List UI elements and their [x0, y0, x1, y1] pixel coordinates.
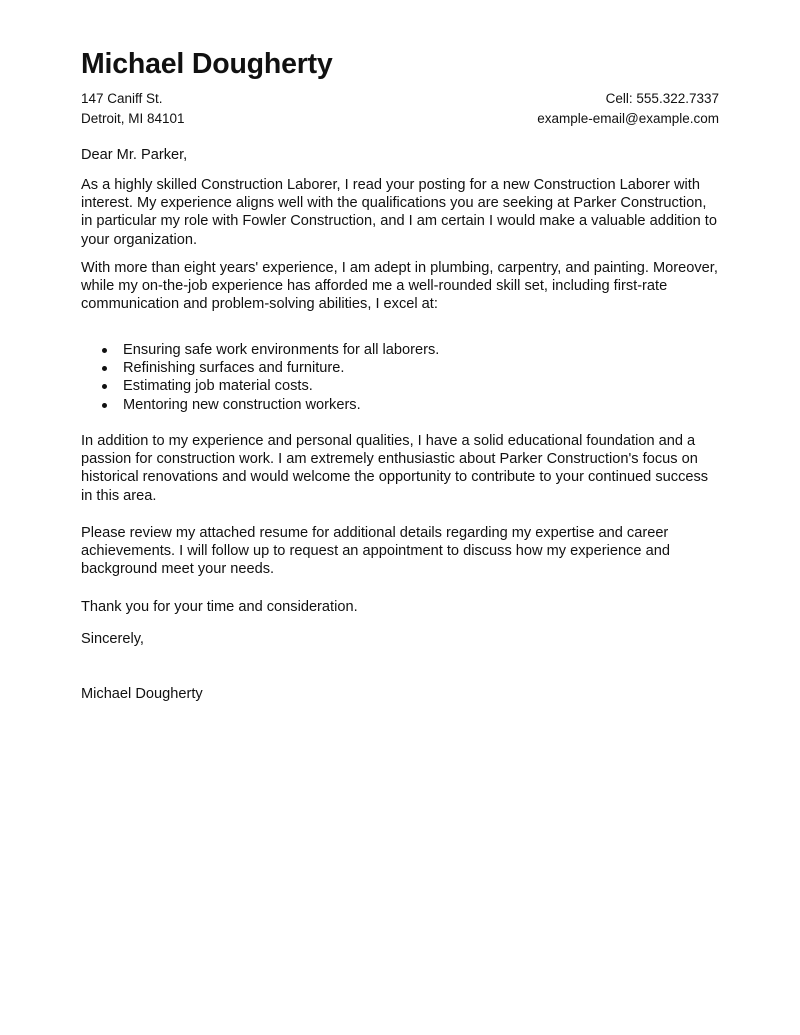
list-item [81, 359, 439, 377]
address-line-2: Detroit, MI 84101 [81, 111, 185, 126]
bullet-icon [102, 348, 107, 353]
list-item [81, 377, 439, 395]
paragraph-experience: With more than eight years' experience, I am adept in plumbing, carpentry, and painting. Moreover, while my on-the-job experience has afforded me a well-rounded skill set, including first-rate communication and problem-solving abilities, I excel at: [81, 260, 718, 313]
paragraph-intro: As a highly skilled Construction Laborer, I read your posting for a new Construction Laborer with interest. My experience aligns well with the qualifications you are seeking at Parker Construction, in particular my role with Fowler Construction, and I am certain I would make a valuable addition to your organization. [81, 177, 717, 248]
bullet-icon [102, 366, 107, 371]
salutation: Dear Mr. Parker, [81, 147, 188, 163]
contact-row-1 [81, 91, 719, 106]
paragraph-follow-up: Please review my attached resume for additional details regarding my expertise and career achievements. I will follow up to request an appointment to discuss how my experience and background meet your needs. [81, 525, 670, 578]
skill-text: Estimating job material costs. [123, 378, 313, 395]
skill-text: Ensuring safe work environments for all laborers. [123, 342, 440, 358]
signature: Michael Dougherty [81, 686, 203, 702]
address-line-1: 147 Caniff St. [81, 91, 163, 106]
contact-row-2 [81, 111, 719, 126]
skill-text: Refinishing surfaces and furniture. [123, 360, 345, 377]
skills-list [81, 341, 439, 414]
sender-name: Michael Dougherty [81, 48, 333, 80]
bullet-icon [102, 384, 107, 389]
paragraph-education: In addition to my experience and personal qualities, I have a solid educational foundation and a passion for construction work. I am extremely enthusiastic about Parker Construction's focus on historical renovations and would welcome the opportunity to contribute to your continued success in this area. [81, 433, 709, 504]
email: example-email@example.com [537, 111, 719, 126]
skill-text: Mentoring new construction workers. [123, 396, 361, 413]
phone: Cell: 555.322.7337 [605, 91, 719, 106]
list-item [81, 396, 439, 414]
list-item [81, 341, 439, 359]
thanks-line: Thank you for your time and consideration. [81, 599, 358, 615]
bullet-icon [102, 403, 107, 408]
closing: Sincerely, [81, 631, 144, 647]
